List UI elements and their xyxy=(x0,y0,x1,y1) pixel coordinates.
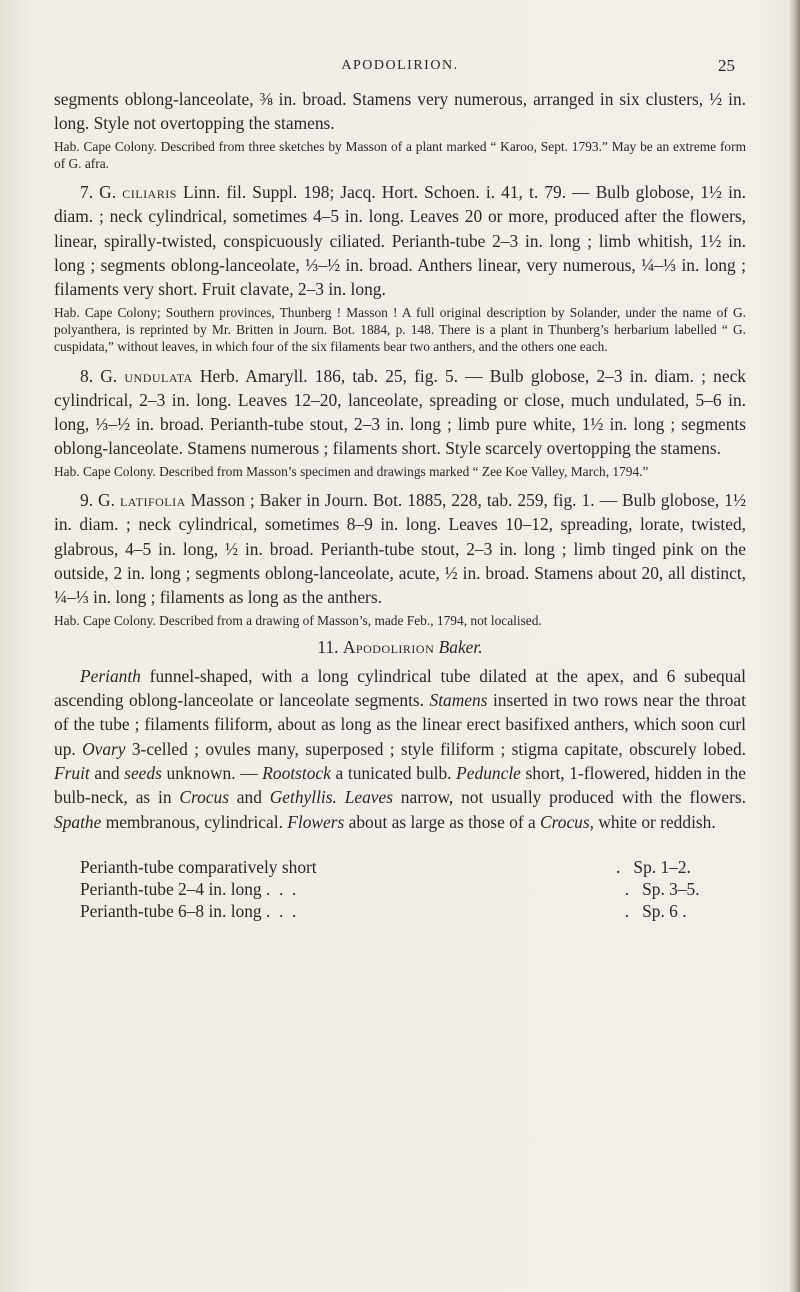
page-header xyxy=(0,56,800,80)
desc-text xyxy=(337,787,345,807)
species-entry-8 xyxy=(54,364,746,461)
desc-text: funnel-shaped, with a long cylindrical tube dilated at the apex, and 6 subequal ascending oblong-lanceolate or lanceolate segments. xyxy=(54,665,746,711)
key-value: . Sp. 6 . xyxy=(616,900,687,921)
page-number: 25 xyxy=(718,56,735,75)
species-text: Herb. Amaryll. 186, tab. 25, fig. 5. — Bulb globose, 2–3 in. diam. ; neck cylindrical, 2–3 in. long. Leaves 12–20, lanceolate, spreading or close, much undulated, 5–6 in. long, ⅓–½ in. broad. Perianth-tube stout, 2–3 in. long ; limb pure white, 1½ in. long ; segments oblong-lanceolate. Stamens numerous ; filaments short. Style scarcely overtopping the stamens. xyxy=(54,365,746,459)
page-content xyxy=(54,87,746,922)
species-key xyxy=(54,856,746,922)
term-crocus: Crocus xyxy=(179,787,229,808)
desc-text: white or reddish. xyxy=(594,811,716,832)
desc-text: unknown. — xyxy=(161,763,263,784)
running-head: APODOLIRION. xyxy=(341,58,459,73)
key-value xyxy=(616,856,744,878)
term-gethyllis: Gethyllis. xyxy=(269,787,337,808)
habitat-note-species-8: Hab. Cape Colony. Described from Masson’s specimen and drawings marked “ Zee Koe Valley, March, 1794.” xyxy=(54,463,649,479)
term-fruit: Fruit xyxy=(54,763,90,784)
habitat-note-species-6: Hab. Cape Colony. Described from three sketches by Masson of a plant marked “ Karoo, Sept. 1793.” May be an extreme form of G. afra. xyxy=(54,138,746,171)
desc-text: and xyxy=(228,787,270,808)
species-entry-9 xyxy=(54,488,746,609)
key-row xyxy=(54,900,746,922)
key-label xyxy=(80,900,296,922)
term-spathe: Spathe xyxy=(54,811,102,832)
genus-name: Apodolirion xyxy=(342,636,435,657)
species-number: 8. G. xyxy=(80,365,118,386)
species-text: Masson ; Baker in Journ. Bot. 1885, 228, tab. 259, fig. 1. — Bulb globose, 1½ in. diam. ; neck cylindrical, sometimes 8–9 in. long. Leaves 10–12, spreading, lorate, twisted, glabrous, 4–5 in. long, ½ in. broad. Perianth-tube stout, 2–3 in. long ; limb tinged pink on the outside, 2 in. long ; segments oblong-lanceolate, acute, ½ in. broad. Stamens about 20, all distinct, ¼–⅓ in. long ; filaments as long as the anthers. xyxy=(54,490,746,608)
term-perianth: Perianth xyxy=(80,665,141,686)
key-label xyxy=(80,856,317,878)
species-number: 9. G. xyxy=(80,490,115,511)
desc-text: a tunicated bulb. xyxy=(330,763,457,784)
key-label-text: Perianth-tube 6–8 in. long . xyxy=(80,900,271,921)
key-leader: . . xyxy=(270,900,297,921)
desc-text: about as large as those of a xyxy=(344,811,541,832)
key-leader: . xyxy=(616,856,621,877)
key-value: . Sp. 3–5. xyxy=(616,878,700,899)
species-epithet: latifolia xyxy=(119,490,186,511)
key-leader: . . xyxy=(270,878,297,899)
species-text: Linn. fil. Suppl. 198; Jacq. Hort. Schoen. i. 41, t. 79. — Bulb globose, 1½ in. diam. ; neck cylindrical, sometimes 4–5 in. long. Leaves 20 or more, produced after the flowers, linear, spirally-twisted, conspicuously ciliated. Perianth-tube 2–3 in. long ; limb whitish, 1½ in. long ; segments oblong-lanceolate, ⅓–½ in. broad. Anthers linear, very numerous, ¼–⅓ in. long ; filaments very short. Fruit clavate, 2–3 in. long. xyxy=(54,182,746,300)
key-label xyxy=(80,878,296,900)
key-value-text: Sp. 3–5. xyxy=(642,878,700,899)
key-label-text: Perianth-tube 2–4 in. long . xyxy=(80,878,271,899)
term-leaves: Leaves xyxy=(344,787,393,808)
genus-number: 11. xyxy=(317,636,339,657)
term-peduncle: Peduncle xyxy=(456,763,521,784)
term-rootstock: Rootstock xyxy=(262,763,331,784)
term-ovary: Ovary xyxy=(82,738,126,759)
species-epithet: undulata xyxy=(124,365,193,386)
term-stamens: Stamens xyxy=(429,690,488,711)
desc-text: 3-celled ; ovules many, superposed ; style filiform ; stigma capitate, obscurely lobed. xyxy=(125,738,746,759)
key-value-text: Sp. 6 . xyxy=(642,900,687,921)
key-row xyxy=(54,878,746,900)
key-row xyxy=(54,856,746,878)
term-crocus: Crocus, xyxy=(540,811,594,832)
genus-heading xyxy=(54,637,746,658)
page-edge-shadow xyxy=(788,0,800,1292)
genus-author: Baker. xyxy=(438,636,483,657)
key-value-text: Sp. 1–2. xyxy=(633,856,691,877)
habitat-note-species-7: Hab. Cape Colony; Southern provinces, Thunberg ! Masson ! A full original description by Solander, under the name of G. polyanthera, is reprinted by Mr. Britten in Journ. Bot. 1884, p. 148. There is a plant in Thunberg’s herbarium labelled “ G. cuspidata,” without leaves, in which four of the six filaments bear two anthers, and the others one each. xyxy=(54,304,746,355)
species-entry-7 xyxy=(54,180,746,301)
species-epithet: ciliaris xyxy=(122,182,177,203)
desc-text: narrow, not usually produced with the flowers. xyxy=(392,787,746,808)
habitat-note-species-9: Hab. Cape Colony. Described from a drawing of Masson’s, made Feb., 1794, not localised. xyxy=(54,612,542,628)
key-label-text: Perianth-tube comparatively short xyxy=(80,856,317,877)
desc-text: inserted in two rows near the throat of the tube ; filaments filiform, about as long as the linear erect basifixed anthers, which soon curl up. xyxy=(54,690,746,759)
term-flowers: Flowers xyxy=(287,811,345,832)
paragraph-species-6-end: segments oblong-lanceolate, ⅜ in. broad. Stamens very numerous, arranged in six clusters, ½ in. long. Style not overtopping the stamens. xyxy=(54,89,746,134)
desc-text: membranous, cylindrical. xyxy=(101,811,288,832)
desc-text: short, 1-flowered, hidden in the bulb-neck, as in xyxy=(54,763,746,808)
genus-description xyxy=(54,664,746,834)
term-seeds: seeds xyxy=(124,763,162,784)
species-number: 7. G. xyxy=(80,182,117,203)
desc-text: and xyxy=(89,763,125,784)
